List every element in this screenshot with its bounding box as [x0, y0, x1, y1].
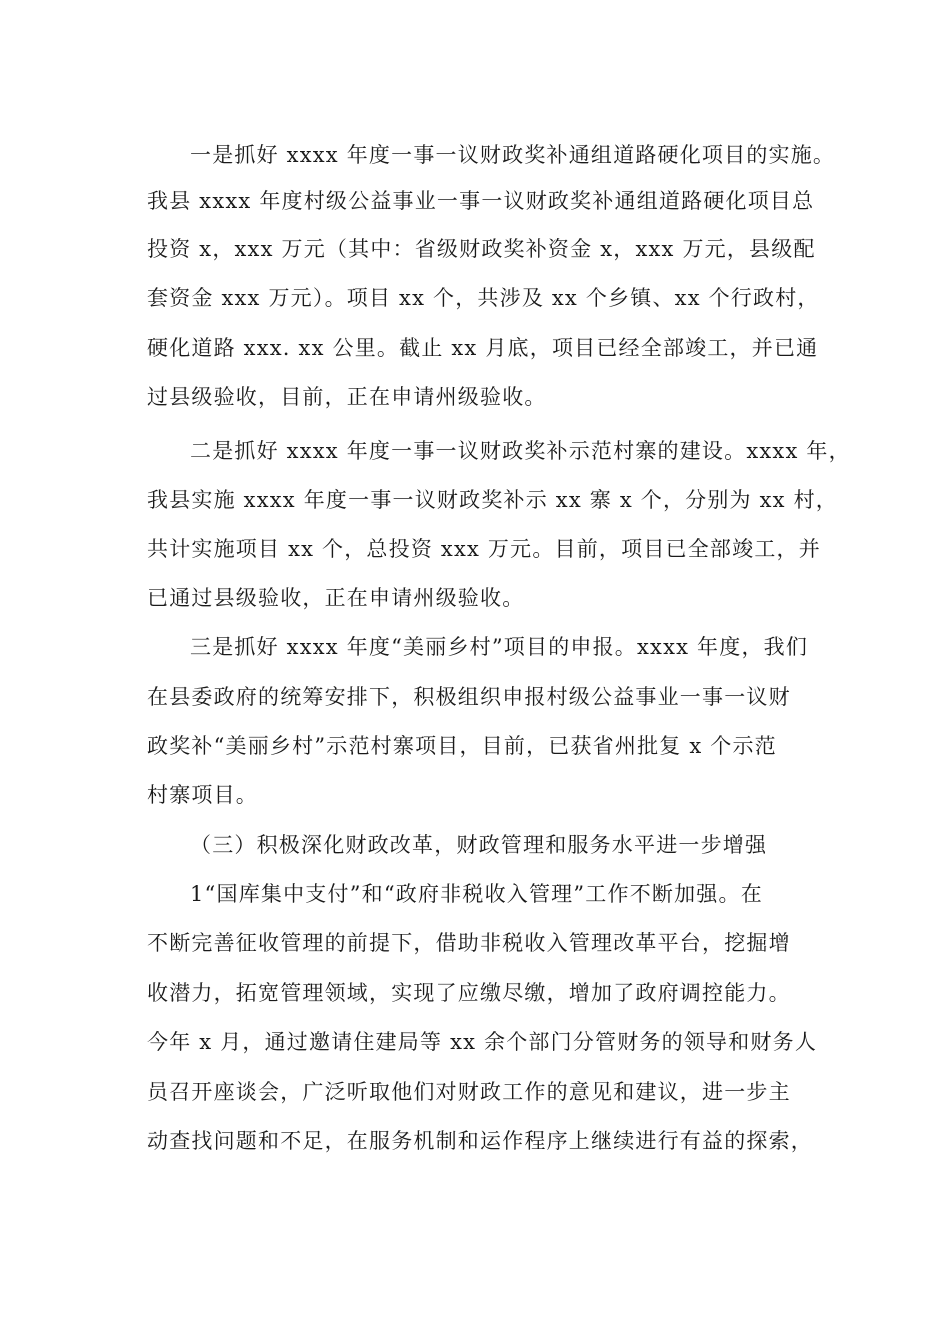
paragraph-3-line-3: 政奖补“美丽乡村”示范村寨项目，目前，已获省州批复 x 个示范	[147, 734, 777, 758]
paragraph-4-line-2: 不断完善征收管理的前提下，借助非税收入管理改革平台，挖掘增	[147, 931, 791, 955]
paragraph-2-line-3: 共计实施项目 xx 个，总投资 xxx 万元。目前，项目已全部竣工，并	[147, 537, 821, 561]
paragraph-4-line-4: 今年 x 月，通过邀请住建局等 xx 余个部门分管财务的领导和财务人	[147, 1030, 818, 1054]
paragraph-1-line-1: 一是抓好 xxxx 年度一事一议财政奖补通组道路硬化项目的实施。	[190, 143, 836, 167]
paragraph-4-line-1: 1“国库集中支付”和“政府非税收入管理”工作不断加强。在	[190, 882, 763, 906]
paragraph-1-line-4: 套资金 xxx 万元）。项目 xx 个，共涉及 xx 个乡镇、xx 个行政村，	[147, 286, 820, 310]
paragraph-3-line-1: 三是抓好 xxxx 年度“美丽乡村”项目的申报。xxxx 年度，我们	[190, 635, 809, 659]
paragraph-2-line-4: 已通过县级验收，正在申请州级验收。	[147, 586, 525, 610]
section-heading: （三）积极深化财政改革，财政管理和服务水平进一步增强	[190, 833, 768, 857]
paragraph-1-line-3: 投资 x，xxx 万元（其中：省级财政奖补资金 x，xxx 万元，县级配	[147, 237, 816, 261]
paragraph-1-line-2: 我县 xxxx 年度村级公益事业一事一议财政奖补通组道路硬化项目总	[147, 189, 815, 213]
paragraph-3-line-2: 在县委政府的统筹安排下，积极组织申报村级公益事业一事一议财	[147, 685, 791, 709]
paragraph-4-line-5: 员召开座谈会，广泛听取他们对财政工作的意见和建议，进一步主	[147, 1080, 791, 1104]
paragraph-4-line-6: 动查找问题和不足，在服务机制和运作程序上继续进行有益的探索，	[147, 1129, 813, 1153]
paragraph-4-line-3: 收潜力，拓宽管理领域，实现了应缴尽缴，增加了政府调控能力。	[147, 981, 791, 1005]
paragraph-1-line-5: 硬化道路 xxx. xx 公里。截止 xx 月底，项目已经全部竣工，并已通	[147, 336, 819, 360]
paragraph-2-line-2: 我县实施 xxxx 年度一事一议财政奖补示 xx 寨 x 个，分别为 xx 村，	[147, 488, 838, 512]
paragraph-3-line-4: 村寨项目。	[147, 783, 258, 807]
paragraph-2-line-1: 二是抓好 xxxx 年度一事一议财政奖补示范村寨的建设。xxxx 年，	[190, 439, 851, 463]
paragraph-1-line-6: 过县级验收，目前，正在申请州级验收。	[147, 385, 547, 409]
